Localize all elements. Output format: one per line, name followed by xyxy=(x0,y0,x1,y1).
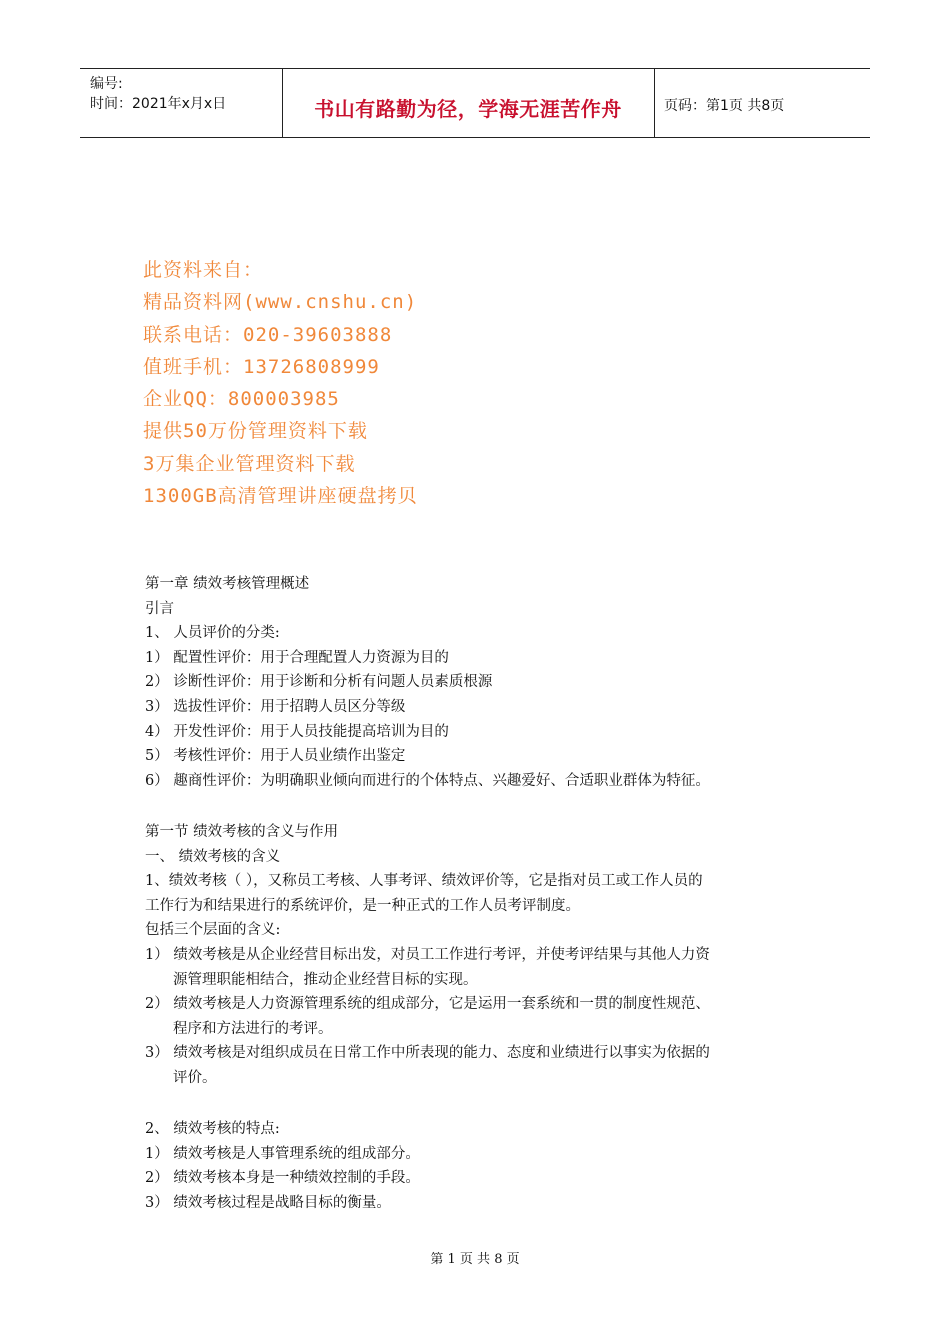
number-label: 编号: xyxy=(90,76,123,92)
section-heading: 1、 人员评价的分类: xyxy=(145,625,280,642)
list-item: 6） 趣商性评价：为明确职业倾向而进行的个体特点、兴趣爱好、合适职业群体为特征。 xyxy=(145,772,710,789)
paragraph-line: 工作行为和结果进行的系统评价，是一种正式的工作人员考评制度。 xyxy=(145,897,580,914)
page-footer: 第 1 页 共 8 页 xyxy=(430,1252,520,1267)
promo-line: 提供50万份管理资料下载 xyxy=(143,420,368,443)
list-item-continuation: 程序和方法进行的考评。 xyxy=(173,1020,333,1037)
list-item: 1） 绩效考核是人事管理系统的组成部分。 xyxy=(145,1145,420,1162)
list-item: 3） 绩效考核过程是战略目标的衡量。 xyxy=(145,1194,391,1211)
promo-line: 企业QQ：800003985 xyxy=(143,388,340,411)
promo-line: 此资料来自： xyxy=(143,259,264,281)
header-motto-cell xyxy=(282,69,655,137)
chapter-title: 第一章 绩效考核管理概述 xyxy=(145,576,310,592)
list-item: 3） 选拔性评价：用于招聘人员区分等级 xyxy=(145,699,406,715)
promo-line: 3万集企业管理资料下载 xyxy=(143,452,356,475)
header-meta-cell xyxy=(80,69,283,137)
time-label: 时间：2021年x月x日 xyxy=(90,96,227,112)
page-info: 页码：第1页 共8页 xyxy=(664,98,785,114)
intro-heading: 引言 xyxy=(145,600,174,617)
promo-line: 值班手机：13726808999 xyxy=(143,355,380,378)
motto-text: 书山有路勤为径，学海无涯苦作舟 xyxy=(314,97,622,121)
list-item: 3） 绩效考核是对组织成员在日常工作中所表现的能力、态度和业绩进行以事实为依据的 xyxy=(145,1045,710,1062)
list-item: 1） 配置性评价：用于合理配置人力资源为目的 xyxy=(145,649,449,666)
header-page-cell xyxy=(654,69,870,137)
list-item-continuation: 源管理职能相结合，推动企业经营目标的实现。 xyxy=(173,971,478,988)
list-item: 5） 考核性评价：用于人员业绩作出鉴定 xyxy=(145,748,406,765)
paragraph-line: 1、绩效考核（ ），又称员工考核、人事考评、绩效评价等，它是指对员工或工作人员的 xyxy=(145,873,703,890)
section-heading: 2、 绩效考核的特点: xyxy=(145,1121,280,1137)
list-item: 4） 开发性评价：用于人员技能提高培训为目的 xyxy=(145,723,449,740)
subsection-title: 一、 绩效考核的含义 xyxy=(145,848,281,865)
list-item: 2） 绩效考核本身是一种绩效控制的手段。 xyxy=(145,1170,420,1187)
list-item-continuation: 评价。 xyxy=(173,1070,217,1086)
paragraph-line: 包括三个层面的含义: xyxy=(145,922,281,939)
list-item: 2） 诊断性评价：用于诊断和分析有问题人员素质根源 xyxy=(145,674,493,691)
promo-line: 1300GB高清管理讲座硬盘拷贝 xyxy=(143,485,418,508)
header-table xyxy=(80,68,870,138)
list-item: 1） 绩效考核是从企业经营目标出发，对员工工作进行考评，并使考评结果与其他人力资 xyxy=(145,947,710,963)
promo-block xyxy=(143,254,418,512)
list-item: 2） 绩效考核是人力资源管理系统的组成部分，它是运用一套系统和一贯的制度性规范、 xyxy=(145,996,710,1013)
promo-line: 精品资料网(www.cnshu.cn) xyxy=(143,291,418,314)
section-title: 第一节 绩效考核的含义与作用 xyxy=(145,824,339,840)
promo-line: 联系电话：020-39603888 xyxy=(143,323,393,346)
